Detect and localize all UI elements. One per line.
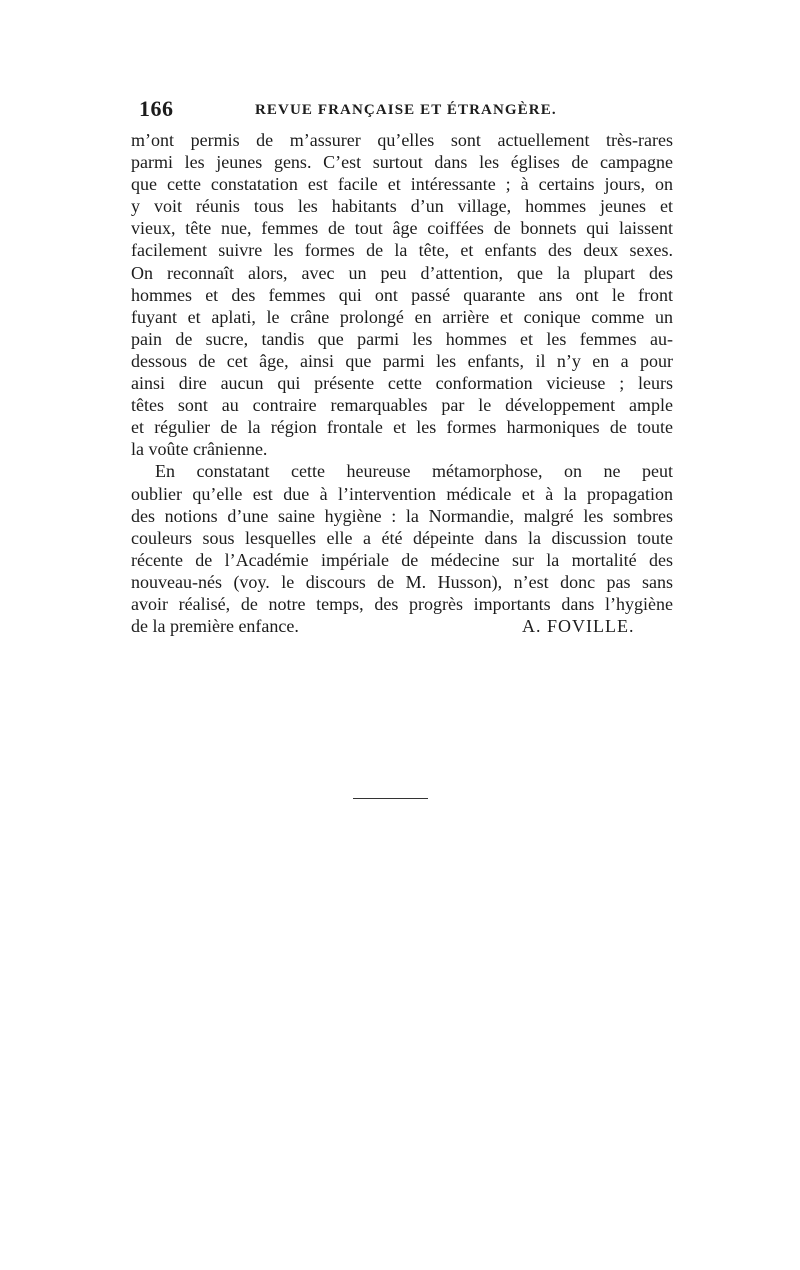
- closing-text: de la première enfance.: [131, 616, 299, 637]
- article-text: [131, 129, 673, 637]
- paragraph-2: [131, 460, 673, 637]
- running-head: REVUE FRANÇAISE ET ÉTRANGÈRE.: [255, 102, 557, 118]
- text-line: parmi les jeunes gens. C’est surtout dans les églises de campagne: [131, 152, 673, 173]
- text-line: récente de l’Académie impériale de médecine sur la mortalité des: [131, 549, 673, 570]
- text-line: fuyant et aplati, le crâne prolongé en arrière et conique comme un: [131, 306, 673, 327]
- text-line: que cette constatation est facile et intéressante ; à certains jours, on: [131, 174, 673, 195]
- text-line: avoir réalisé, de notre temps, des progrès importants dans l’hygiène: [131, 593, 673, 614]
- paragraph-1: [131, 129, 673, 460]
- text-line: facilement suivre les formes de la tête, et enfants des deux sexes.: [131, 240, 673, 261]
- page-number: 166: [139, 96, 174, 121]
- text-line: En constatant cette heureuse métamorphose, on ne peut: [155, 461, 673, 482]
- page-header: [139, 96, 659, 124]
- author-signature: A. FOVILLE.: [522, 616, 635, 637]
- text-line: dessous de cet âge, ainsi que parmi les enfants, il n’y en a pour: [131, 350, 673, 371]
- text-line: nouveau-nés (voy. le discours de M. Husson), n’est donc pas sans: [131, 571, 673, 592]
- end-rule: [353, 798, 428, 799]
- text-line: hommes et des femmes qui ont passé quarante ans ont le front: [131, 284, 673, 305]
- text-line: y voit réunis tous les habitants d’un village, hommes jeunes et: [131, 196, 673, 217]
- text-line: pain de sucre, tandis que parmi les hommes et les femmes au-: [131, 328, 673, 349]
- text-line: la voûte crânienne.: [131, 439, 268, 460]
- signature-line: [131, 615, 673, 637]
- text-line: oublier qu’elle est due à l’intervention médicale et à la propagation: [131, 483, 673, 504]
- text-line: et régulier de la région frontale et les formes harmoniques de toute: [131, 417, 673, 438]
- text-line: des notions d’une saine hygiène : la Normandie, malgré les sombres: [131, 505, 673, 526]
- text-line: m’ont permis de m’assurer qu’elles sont actuellement très-rares: [131, 130, 673, 150]
- text-line: ainsi dire aucun qui présente cette conformation vicieuse ; leurs: [131, 373, 673, 394]
- text-line: têtes sont au contraire remarquables par le développement ample: [131, 395, 673, 416]
- text-line: couleurs sous lesquelles elle a été dépeinte dans la discussion toute: [131, 527, 673, 548]
- text-line: On reconnaît alors, avec un peu d’attention, que la plupart des: [131, 262, 673, 283]
- text-line: vieux, tête nue, femmes de tout âge coiffées de bonnets qui laissent: [131, 218, 673, 239]
